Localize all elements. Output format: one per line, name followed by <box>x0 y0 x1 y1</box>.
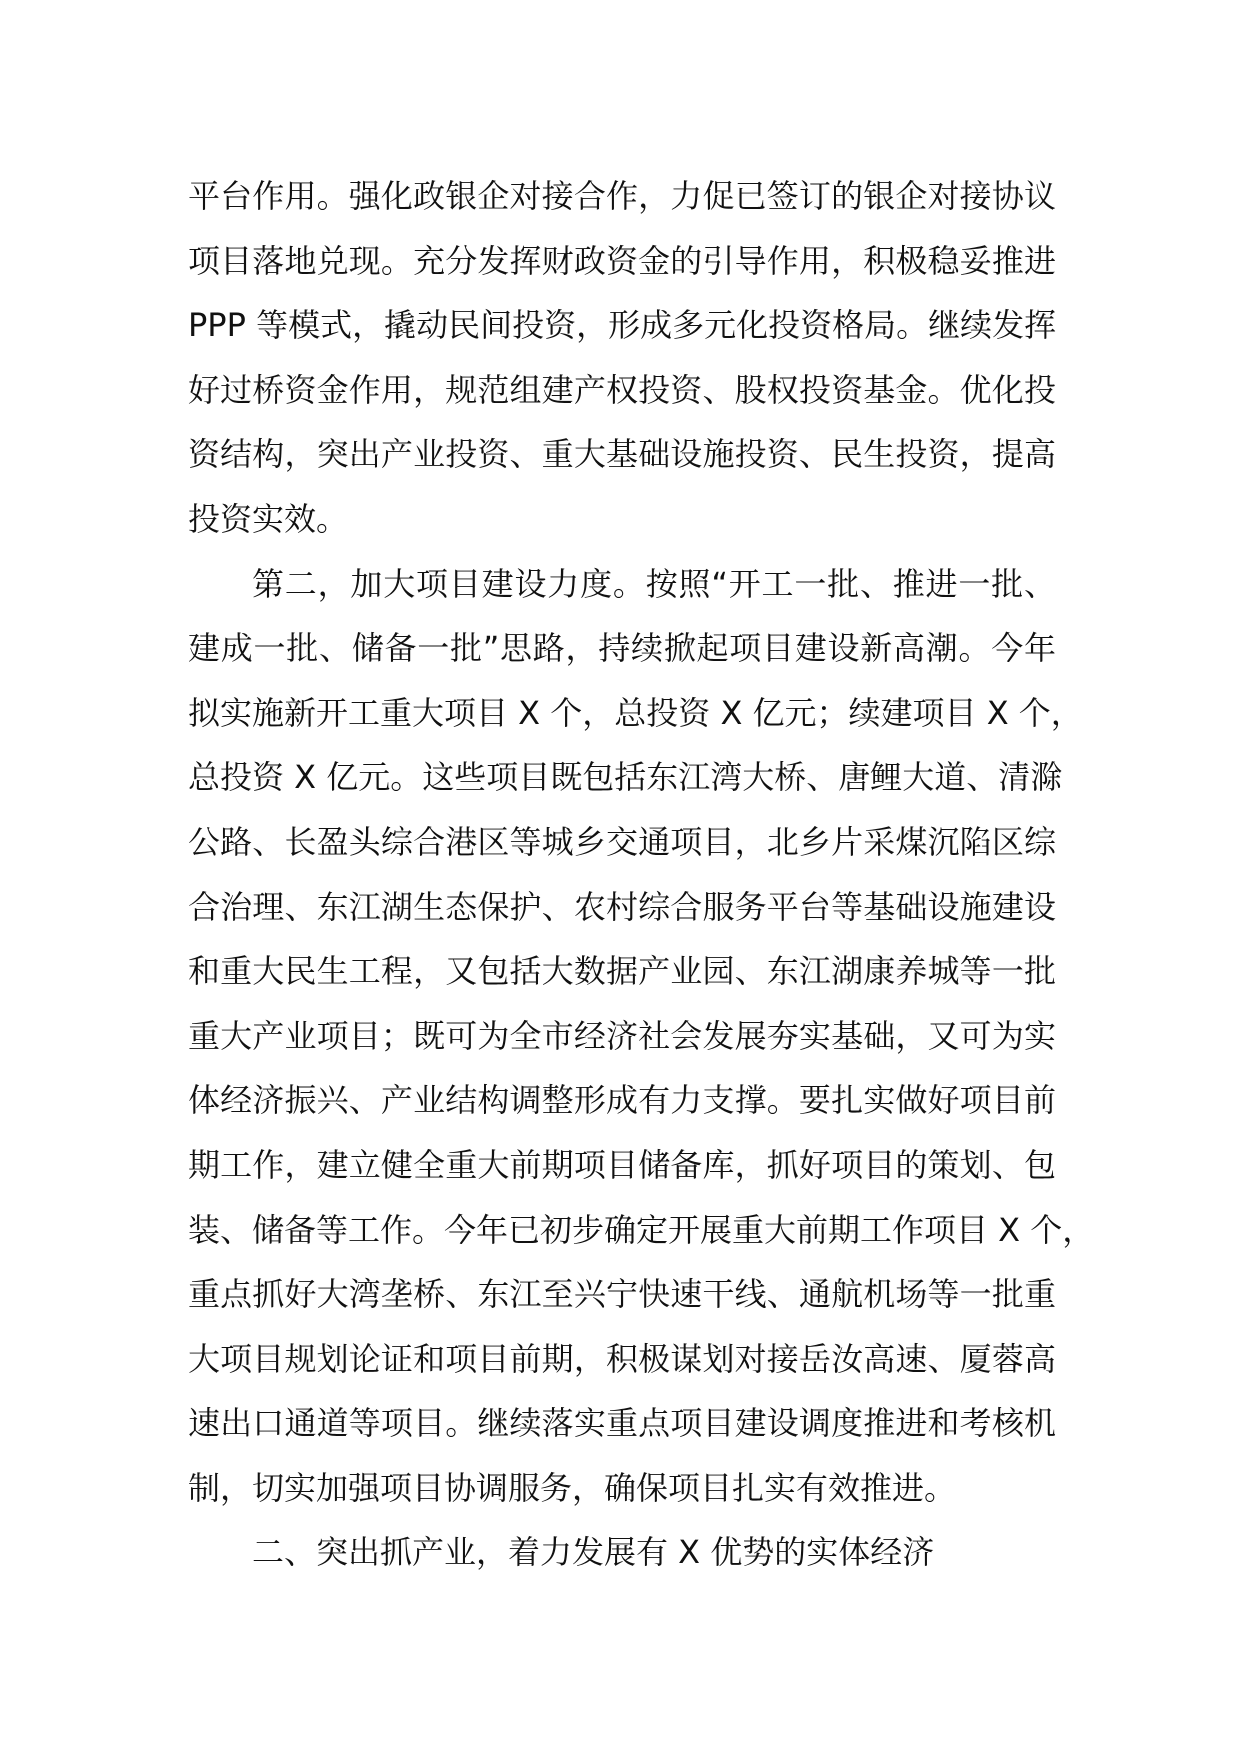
text-line: 平台作用。强化政银企对接合作，力促已签订的银企对接协议 <box>188 177 1056 215</box>
text-line: 重点抓好大湾垄桥、东江至兴宁快速干线、通航机场等一批重 <box>188 1275 1056 1314</box>
text-line: 重大产业项目；既可为全市经济社会发展夯实基础，又可为实 <box>188 1016 1056 1055</box>
document-body <box>188 164 1095 1585</box>
text-line: PPP 等模式，撬动民间投资，形成多元化投资格局。继续发挥 <box>188 306 1057 345</box>
text-line: 资结构，突出产业投资、重大基础设施投资、民生投资，提高 <box>188 435 1056 474</box>
text-line: 投资实效。 <box>188 499 349 538</box>
text-line: 合治理、东江湖生态保护、农村综合服务平台等基础设施建设 <box>188 887 1056 926</box>
text-line: 大项目规划论证和项目前期，积极谋划对接岳汝高速、厦蓉高 <box>188 1339 1056 1378</box>
text-line: 项目落地兑现。充分发挥财政资金的引导作用，积极稳妥推进 <box>188 241 1056 280</box>
text-line: 总投资 X 亿元。这些项目既包括东江湾大桥、唐鲤大道、清滁 <box>188 758 1063 797</box>
text-line: 期工作，建立健全重大前期项目储备库，抓好项目的策划、包 <box>188 1145 1056 1184</box>
section-heading: 二、突出抓产业，着力发展有 X 优势的实体经济 <box>252 1533 935 1572</box>
text-line: 装、储备等工作。今年已初步确定开展重大前期工作项目 X 个， <box>188 1210 1095 1249</box>
text-line: 和重大民生工程，又包括大数据产业园、东江湖康养城等一批 <box>188 952 1056 991</box>
text-line: 速出口通道等项目。继续落实重点项目建设调度推进和考核机 <box>188 1404 1056 1443</box>
text-line: 拟实施新开工重大项目 X 个，总投资 X 亿元；续建项目 X 个， <box>188 693 1083 732</box>
paragraph-start-line: 第二，加大项目建设力度。按照“开工一批、推进一批、 <box>252 564 1056 603</box>
text-line: 体经济振兴、产业结构调整形成有力支撑。要扎实做好项目前 <box>188 1081 1056 1120</box>
text-line: 建成一批、储备一批”思路，持续掀起项目建设新高潮。今年 <box>188 629 1056 668</box>
text-line: 公路、长盈头综合港区等城乡交通项目，北乡片采煤沉陷区综 <box>188 822 1056 861</box>
text-line: 制，切实加强项目协调服务，确保项目扎实有效推进。 <box>188 1468 957 1507</box>
text-line: 好过桥资金作用，规范组建产权投资、股权投资基金。优化投 <box>188 370 1056 409</box>
